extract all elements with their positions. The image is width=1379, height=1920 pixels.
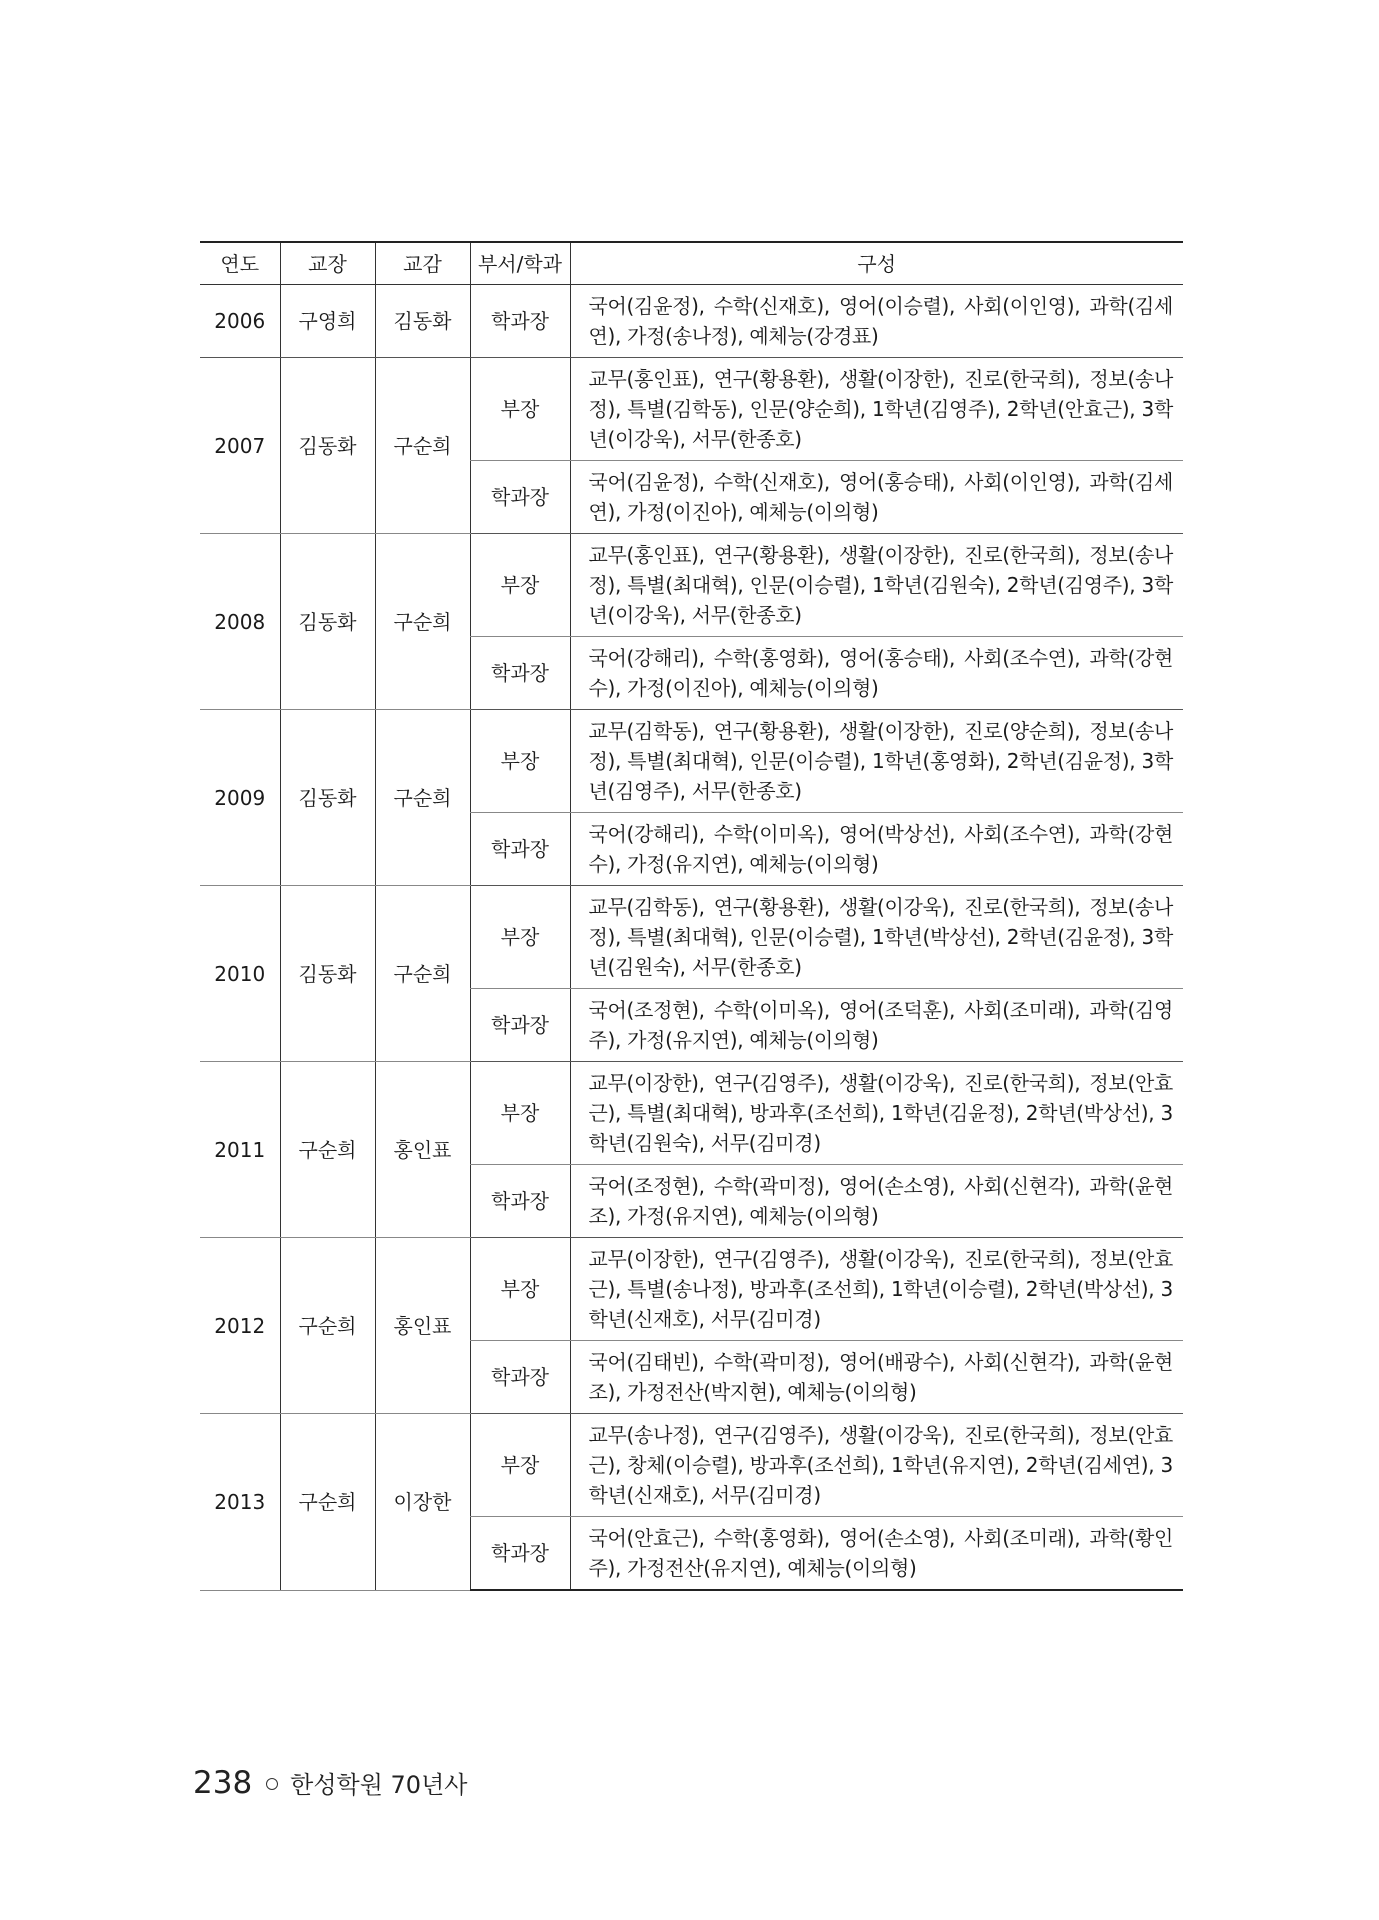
- vice-principal-cell: 구순희: [375, 710, 470, 886]
- header-department: 부서/학과: [470, 242, 570, 285]
- department-cell: 부장: [470, 1414, 570, 1517]
- composition-cell: 교무(홍인표), 연구(황용환), 생활(이장한), 진로(한국희), 정보(송나정), 특별(김학동), 인문(양순희), 1학년(김영주), 2학년(안효근), 3학년(이강욱), 서무(한종호): [570, 358, 1183, 461]
- table-row: [200, 710, 1183, 813]
- principal-cell: 구순희: [280, 1414, 375, 1591]
- department-cell: 부장: [470, 534, 570, 637]
- composition-cell: 국어(안효근), 수학(홍영화), 영어(손소영), 사회(조미래), 과학(황인주), 가정전산(유지연), 예체능(이의형): [570, 1517, 1183, 1591]
- staff-table-container: [200, 241, 1183, 1591]
- header-year: 연도: [200, 242, 280, 285]
- composition-cell: 국어(강해리), 수학(이미옥), 영어(박상선), 사회(조수연), 과학(강현수), 가정(유지연), 예체능(이의형): [570, 813, 1183, 886]
- department-cell: 학과장: [470, 1517, 570, 1591]
- year-cell: 2011: [200, 1062, 280, 1238]
- book-title: 한성학원 70년사: [290, 1771, 468, 1799]
- vice-principal-cell: 홍인표: [375, 1062, 470, 1238]
- year-cell: 2008: [200, 534, 280, 710]
- department-cell: 학과장: [470, 1165, 570, 1238]
- department-cell: 학과장: [470, 989, 570, 1062]
- table-row: [200, 1414, 1183, 1517]
- department-cell: 학과장: [470, 1341, 570, 1414]
- header-principal: 교장: [280, 242, 375, 285]
- staff-table: [200, 241, 1183, 1591]
- header-vice-principal: 교감: [375, 242, 470, 285]
- composition-cell: 국어(김윤정), 수학(신재호), 영어(이승렬), 사회(이인영), 과학(김세연), 가정(송나정), 예체능(강경표): [570, 285, 1183, 358]
- composition-cell: 국어(조정현), 수학(이미옥), 영어(조덕훈), 사회(조미래), 과학(김영주), 가정(유지연), 예체능(이의형): [570, 989, 1183, 1062]
- table-row: [200, 886, 1183, 989]
- principal-cell: 김동화: [280, 358, 375, 534]
- department-cell: 부장: [470, 358, 570, 461]
- vice-principal-cell: 홍인표: [375, 1238, 470, 1414]
- principal-cell: 구영희: [280, 285, 375, 358]
- year-cell: 2009: [200, 710, 280, 886]
- composition-cell: 교무(김학동), 연구(황용환), 생활(이강욱), 진로(한국희), 정보(송나정), 특별(최대혁), 인문(이승렬), 1학년(박상선), 2학년(김윤정), 3학년(김원숙), 서무(한종호): [570, 886, 1183, 989]
- department-cell: 학과장: [470, 461, 570, 534]
- composition-cell: 국어(강해리), 수학(홍영화), 영어(홍승태), 사회(조수연), 과학(강현수), 가정(이진아), 예체능(이의형): [570, 637, 1183, 710]
- composition-cell: 교무(송나정), 연구(김영주), 생활(이강욱), 진로(한국희), 정보(안효근), 창체(이승렬), 방과후(조선희), 1학년(유지연), 2학년(김세연), 3학년(신재호), 서무(김미경): [570, 1414, 1183, 1517]
- year-cell: 2012: [200, 1238, 280, 1414]
- composition-cell: 국어(김윤정), 수학(신재호), 영어(홍승태), 사회(이인영), 과학(김세연), 가정(이진아), 예체능(이의형): [570, 461, 1183, 534]
- table-row: [200, 285, 1183, 358]
- principal-cell: 김동화: [280, 534, 375, 710]
- vice-principal-cell: 김동화: [375, 285, 470, 358]
- vice-principal-cell: 구순희: [375, 358, 470, 534]
- department-cell: 부장: [470, 710, 570, 813]
- table-row: [200, 1062, 1183, 1165]
- department-cell: 부장: [470, 1062, 570, 1165]
- department-cell: 학과장: [470, 637, 570, 710]
- page-number: 238: [193, 1765, 253, 1801]
- year-cell: 2013: [200, 1414, 280, 1591]
- composition-cell: 교무(홍인표), 연구(황용환), 생활(이장한), 진로(한국희), 정보(송나정), 특별(최대혁), 인문(이승렬), 1학년(김원숙), 2학년(김영주), 3학년(이강욱), 서무(한종호): [570, 534, 1183, 637]
- year-cell: 2010: [200, 886, 280, 1062]
- vice-principal-cell: 구순희: [375, 886, 470, 1062]
- table-header-row: [200, 242, 1183, 285]
- department-cell: 부장: [470, 886, 570, 989]
- table-row: [200, 1238, 1183, 1341]
- header-composition: 구성: [570, 242, 1183, 285]
- composition-cell: 교무(김학동), 연구(황용환), 생활(이장한), 진로(양순희), 정보(송나정), 특별(최대혁), 인문(이승렬), 1학년(홍영화), 2학년(김윤정), 3학년(김영주), 서무(한종호): [570, 710, 1183, 813]
- principal-cell: 구순희: [280, 1238, 375, 1414]
- composition-cell: 국어(김태빈), 수학(곽미정), 영어(배광수), 사회(신현각), 과학(윤현조), 가정전산(박지현), 예체능(이의형): [570, 1341, 1183, 1414]
- year-cell: 2007: [200, 358, 280, 534]
- department-cell: 학과장: [470, 285, 570, 358]
- table-body: [200, 285, 1183, 1591]
- composition-cell: 국어(조정현), 수학(곽미정), 영어(손소영), 사회(신현각), 과학(윤현조), 가정(유지연), 예체능(이의형): [570, 1165, 1183, 1238]
- principal-cell: 김동화: [280, 886, 375, 1062]
- year-cell: 2006: [200, 285, 280, 358]
- principal-cell: 구순희: [280, 1062, 375, 1238]
- vice-principal-cell: 구순희: [375, 534, 470, 710]
- department-cell: 부장: [470, 1238, 570, 1341]
- composition-cell: 교무(이장한), 연구(김영주), 생활(이강욱), 진로(한국희), 정보(안효근), 특별(최대혁), 방과후(조선희), 1학년(김윤정), 2학년(박상선), 3학년(김원숙), 서무(김미경): [570, 1062, 1183, 1165]
- vice-principal-cell: 이장한: [375, 1414, 470, 1591]
- table-row: [200, 534, 1183, 637]
- composition-cell: 교무(이장한), 연구(김영주), 생활(이강욱), 진로(한국희), 정보(안효근), 특별(송나정), 방과후(조선희), 1학년(이승렬), 2학년(박상선), 3학년(신재호), 서무(김미경): [570, 1238, 1183, 1341]
- principal-cell: 김동화: [280, 710, 375, 886]
- page-footer: [193, 1765, 467, 1801]
- table-row: [200, 358, 1183, 461]
- department-cell: 학과장: [470, 813, 570, 886]
- bullet-dot-icon: [266, 1778, 278, 1790]
